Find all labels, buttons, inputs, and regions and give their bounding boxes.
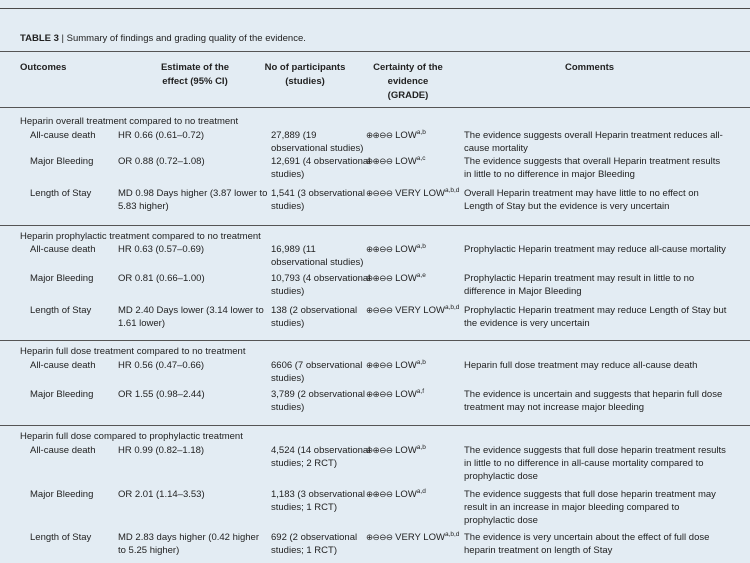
participants-cell: 1,541 (3 observational studies) — [271, 188, 366, 212]
certainty-rating-icon: ⊕⊕⊖⊖ — [366, 360, 393, 370]
participants-cell: 138 (2 observational studies) — [271, 305, 358, 329]
certainty-footnote-refs: a,d — [416, 488, 426, 495]
participants-cell: 6606 (7 observational studies) — [271, 360, 363, 384]
certainty-cell — [366, 129, 461, 142]
top-rule — [0, 8, 750, 9]
section-title: Heparin prophylactic treatment compared to no treatment — [20, 231, 261, 242]
certainty-rating-icon: ⊕⊕⊖⊖ — [366, 244, 393, 254]
certainty-footnote-refs: a,b — [416, 243, 426, 250]
estimate-cell: OR 0.88 (0.72–1.08) — [118, 156, 205, 167]
comment-cell: The evidence suggests that overall Heparin treatment results in little to no difference in major Bleeding — [464, 156, 721, 180]
certainty-label: LOW — [395, 273, 417, 284]
certainty-label: VERY LOW — [395, 532, 445, 543]
comment-cell: The evidence is uncertain and suggests that heparin full dose treatment may not increase major bleeding — [464, 389, 723, 413]
comment-cell: Prophylactic Heparin treatment may reduce all-cause mortality — [464, 244, 726, 255]
certainty-rating-icon: ⊕⊕⊖⊖ — [366, 389, 393, 399]
participants-cell: 1,183 (3 observational studies; 1 RCT) — [271, 489, 366, 513]
certainty-footnote-refs: a,f — [416, 388, 425, 395]
outcome-cell: Length of Stay — [30, 188, 92, 199]
certainty-cell — [366, 304, 461, 317]
participants-cell: 16,989 (11 observational studies) — [271, 244, 364, 268]
certainty-label: LOW — [395, 445, 417, 456]
participants-cell: 10,793 (4 observational studies) — [271, 273, 371, 297]
certainty-rating-icon: ⊕⊖⊖⊖ — [366, 188, 393, 198]
certainty-cell — [366, 272, 461, 285]
outcome-cell: Length of Stay — [30, 532, 92, 543]
estimate-cell: OR 0.81 (0.66–1.00) — [118, 273, 205, 284]
header-comments: Comments — [565, 62, 615, 73]
certainty-footnote-refs: a,b — [416, 129, 426, 136]
comment-cell: The evidence is very uncertain about the effect of full dose heparin treatment on length of Stay — [464, 532, 710, 556]
section-rule — [0, 225, 750, 226]
certainty-rating-icon: ⊕⊖⊖⊖ — [366, 305, 393, 315]
certainty-footnote-refs: a,b — [416, 359, 426, 366]
header-certainty: Certainty of the evidence (GRADE) — [373, 62, 443, 101]
certainty-cell — [366, 531, 461, 544]
table-caption-text: Summary of findings and grading quality of the evidence. — [66, 33, 306, 44]
comment-cell: The evidence suggests that full dose heparin treatment may result in an increase in major bleeding compared to prophylactic dose — [464, 489, 716, 526]
certainty-cell — [366, 155, 461, 168]
comment-cell: The evidence suggests that full dose heparin treatment results in little to no difference in all-cause mortality compared to prophylactic dose — [464, 445, 726, 482]
comment-cell: The evidence suggests overall Heparin treatment reduces all-cause mortality — [464, 130, 723, 154]
certainty-cell — [366, 243, 461, 256]
certainty-label: LOW — [395, 360, 417, 371]
estimate-cell: HR 0.66 (0.61–0.72) — [118, 130, 205, 141]
outcome-cell: Major Bleeding — [30, 273, 94, 284]
participants-cell: 12,691 (4 observational studies) — [271, 156, 371, 180]
certainty-label: LOW — [395, 389, 417, 400]
estimate-cell: HR 0.56 (0.47–0.66) — [118, 360, 205, 371]
certainty-footnote-refs: a,b,d — [444, 304, 460, 311]
certainty-footnote-refs: a,b,d — [444, 531, 460, 538]
table-caption: TABLE 3 | Summary of findings and grading quality of the evidence. — [20, 33, 306, 44]
outcome-cell: Length of Stay — [30, 305, 92, 316]
certainty-label: LOW — [395, 244, 417, 255]
certainty-footnote-refs: a,b — [416, 444, 426, 451]
section-rule — [0, 340, 750, 341]
outcome-cell: All-cause death — [30, 445, 96, 456]
certainty-label: LOW — [395, 130, 417, 141]
certainty-cell — [366, 187, 461, 200]
participants-cell: 27,889 (19 observational studies) — [271, 130, 364, 154]
section-title: Heparin full dose treatment compared to no treatment — [20, 346, 246, 357]
comment-cell: Prophylactic Heparin treatment may reduce Length of Stay but the evidence is very uncertain — [464, 305, 727, 329]
certainty-footnote-refs: a,b,d — [444, 187, 460, 194]
participants-cell: 4,524 (14 observational studies; 2 RCT) — [271, 445, 371, 469]
certainty-rating-icon: ⊕⊕⊖⊖ — [366, 156, 393, 166]
certainty-cell — [366, 388, 461, 401]
outcome-cell: Major Bleeding — [30, 389, 94, 400]
estimate-cell: OR 1.55 (0.98–2.44) — [118, 389, 205, 400]
outcome-cell: Major Bleeding — [30, 489, 94, 500]
participants-cell: 692 (2 observational studies; 1 RCT) — [271, 532, 358, 556]
table-label: TABLE 3 — [20, 33, 59, 44]
outcome-cell: All-cause death — [30, 244, 96, 255]
estimate-cell: OR 2.01 (1.14–3.53) — [118, 489, 205, 500]
header-estimate: Estimate of the effect (95% CI) — [160, 62, 230, 87]
certainty-rating-icon: ⊕⊕⊖⊖ — [366, 489, 393, 499]
estimate-cell: MD 0.98 Days higher (3.87 lower to 5.83 higher) — [118, 188, 268, 212]
certainty-label: VERY LOW — [395, 188, 445, 199]
comment-cell: Overall Heparin treatment may have little to no effect on Length of Stay but the evidence is very uncertain — [464, 188, 699, 212]
section-title: Heparin full dose compared to prophylactic treatment — [20, 431, 243, 442]
comment-cell: Heparin full dose treatment may reduce all-cause death — [464, 360, 698, 371]
header-outcomes: Outcomes — [20, 62, 67, 73]
estimate-cell: HR 0.63 (0.57–0.69) — [118, 244, 205, 255]
section-rule — [0, 425, 750, 426]
outcome-cell: All-cause death — [30, 360, 96, 371]
certainty-label: VERY LOW — [395, 305, 445, 316]
certainty-rating-icon: ⊕⊕⊖⊖ — [366, 273, 393, 283]
certainty-label: LOW — [395, 156, 417, 167]
participants-cell: 3,789 (2 observational studies) — [271, 389, 366, 413]
certainty-rating-icon: ⊕⊕⊖⊖ — [366, 130, 393, 140]
certainty-cell — [366, 359, 461, 372]
outcome-cell: All-cause death — [30, 130, 96, 141]
outcome-cell: Major Bleeding — [30, 156, 94, 167]
certainty-cell — [366, 488, 461, 501]
certainty-rating-icon: ⊕⊖⊖⊖ — [366, 532, 393, 542]
header-bottom-rule — [0, 107, 750, 108]
comment-cell: Prophylactic Heparin treatment may result in little to no difference in Major Bleeding — [464, 273, 695, 297]
certainty-rating-icon: ⊕⊕⊖⊖ — [366, 445, 393, 455]
estimate-cell: MD 2.40 Days lower (3.14 lower to 1.61 lower) — [118, 305, 264, 329]
estimate-cell: HR 0.99 (0.82–1.18) — [118, 445, 205, 456]
certainty-label: LOW — [395, 489, 417, 500]
header-top-rule — [0, 51, 750, 52]
header-participants: No of participants (studies) — [264, 62, 346, 87]
certainty-footnote-refs: a,e — [416, 272, 426, 279]
section-title: Heparin overall treatment compared to no treatment — [20, 116, 239, 127]
estimate-cell: MD 2.83 days higher (0.42 higher to 5.25 higher) — [118, 532, 259, 556]
certainty-footnote-refs: a,c — [416, 155, 426, 162]
certainty-cell — [366, 444, 461, 457]
